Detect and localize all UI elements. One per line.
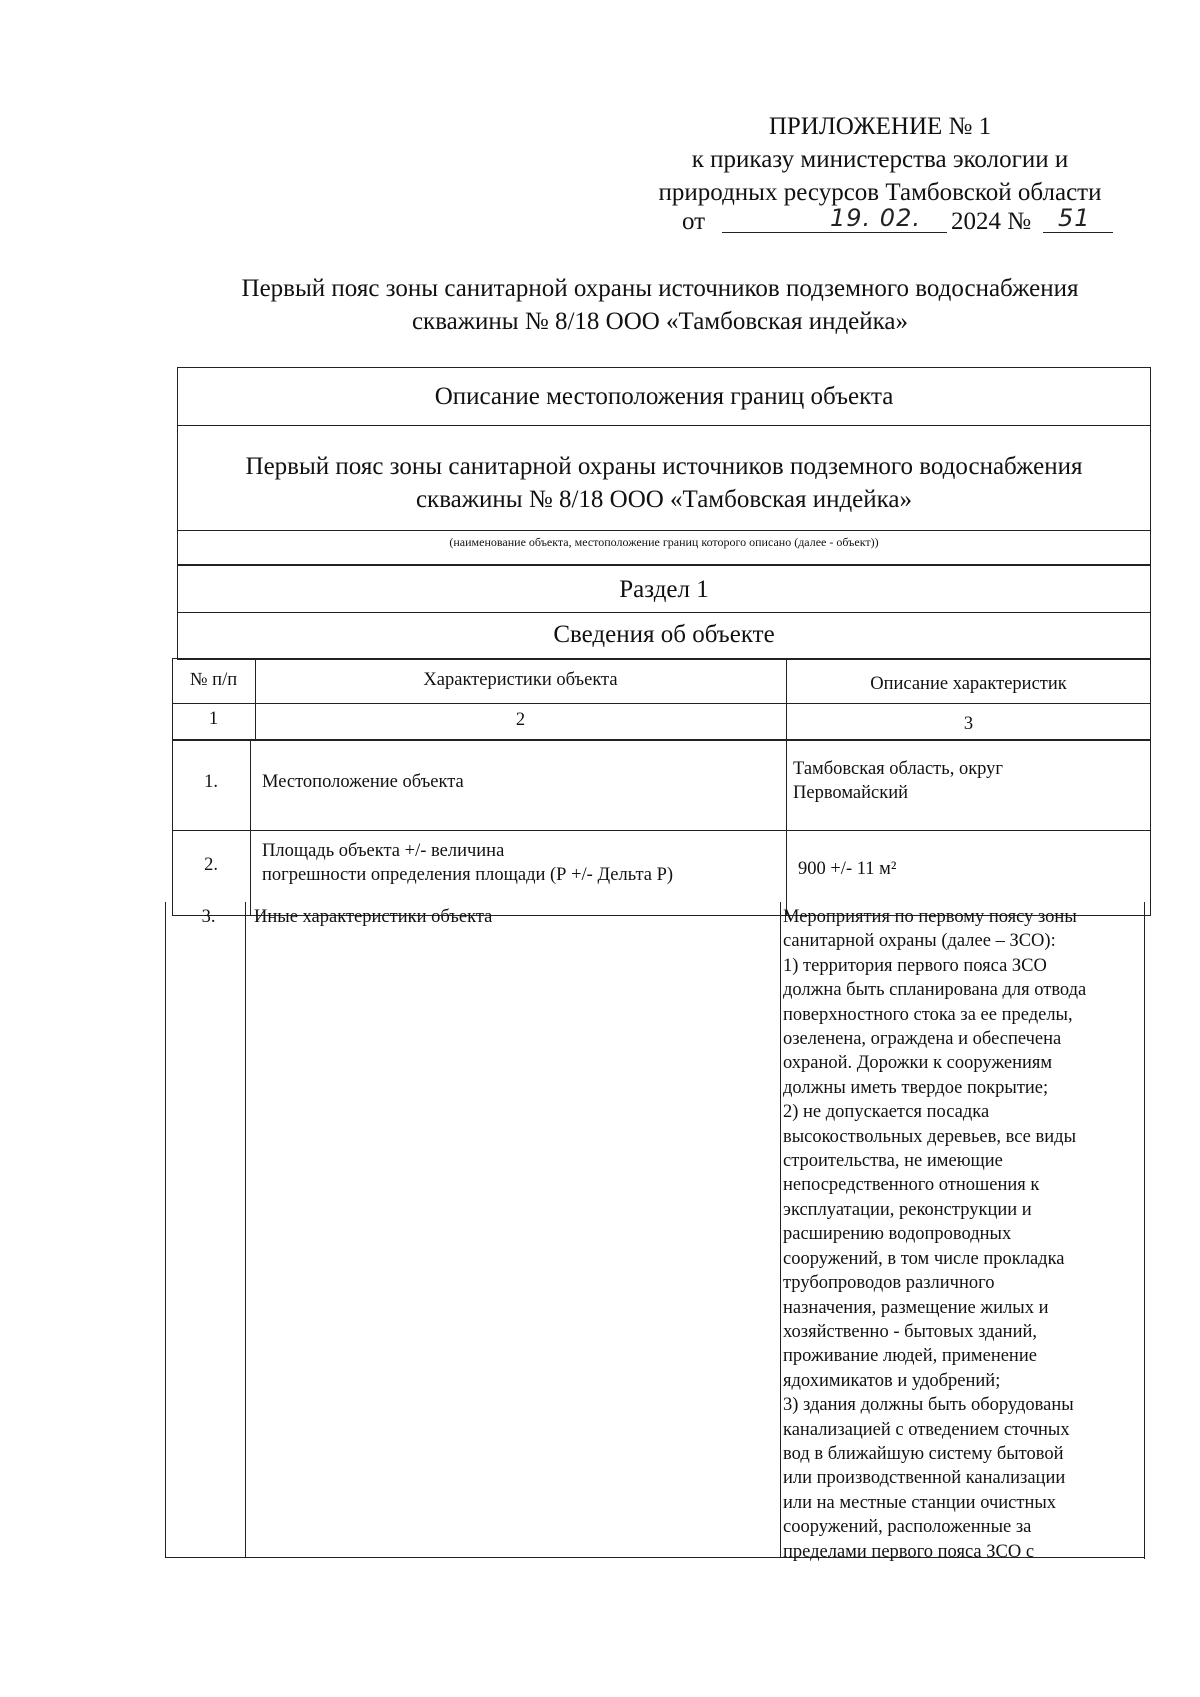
appendix-title: ПРИЛОЖЕНИЕ № 1 xyxy=(768,113,992,140)
row-number: 1. xyxy=(204,772,218,792)
handwritten-number: 51 xyxy=(1058,204,1091,232)
description-line: поверхностного стока за ее пределы, xyxy=(783,1004,1073,1025)
column-header-description: Описание характеристик xyxy=(870,674,1067,694)
description-line: 3) здания должны быть оборудованы xyxy=(783,1395,1074,1416)
column-number-2: 2 xyxy=(515,710,526,730)
column-header-num: № п/п xyxy=(189,670,238,690)
description-line: 2) не допускается посадка xyxy=(783,1102,990,1123)
table-divider xyxy=(177,530,1151,531)
description-line: расширению водопроводных xyxy=(783,1224,1012,1245)
description-line: проживание людей, применение xyxy=(783,1346,1037,1367)
description-line: канализацией с отведением сточных xyxy=(783,1419,1070,1440)
object-name-line2: скважины № 8/18 ООО «Тамбовская индейка» xyxy=(415,486,913,513)
description-line: высокоствольных деревьев, все виды xyxy=(783,1126,1077,1147)
description-line: Первомайский xyxy=(793,783,909,803)
description-line: трубопроводов различного xyxy=(783,1273,995,1294)
column-header-characteristics: Характеристики объекта xyxy=(423,670,618,690)
number-blank-line xyxy=(1043,232,1113,233)
row-characteristic: Иные характеристики объекта xyxy=(254,907,493,927)
description-line: строительства, не имеющие xyxy=(783,1151,1003,1172)
description-line: ядохимикатов и удобрений; xyxy=(783,1370,1001,1391)
description-line: Мероприятия по первому поясу зоны xyxy=(783,907,1077,927)
column-number-1: 1 xyxy=(208,709,219,729)
description-line: санитарной охраны (далее – ЗСО): xyxy=(783,931,1056,952)
column-divider xyxy=(780,902,781,1557)
description-line: должна быть спланирована для отвода xyxy=(783,980,1087,1001)
table-heading: Описание местоположения границ объекта xyxy=(434,383,894,410)
description-line: пределами первого пояса ЗСО с xyxy=(783,1541,1035,1562)
appendix-ministry-line: природных ресурсов Тамбовской области xyxy=(658,179,1102,206)
description-line: сооружений, в том числе прокладка xyxy=(783,1248,1065,1269)
description-line: назначения, размещение жилых и xyxy=(783,1297,1049,1318)
column-divider xyxy=(165,902,166,1557)
order-date-line xyxy=(650,204,1160,242)
table-divider xyxy=(177,425,1151,426)
object-name-line1: Первый пояс зоны санитарной охраны источников подземного водоснабжения xyxy=(245,453,1083,480)
document-title xyxy=(170,272,1150,338)
description-line: должны иметь твердое покрытие; xyxy=(783,1077,1049,1098)
description-line: эксплуатации, реконструкции и xyxy=(783,1199,1032,1220)
column-divider xyxy=(786,740,787,916)
appendix-order-line: к приказу министерства экологии и xyxy=(691,146,1069,173)
column-number-3: 3 xyxy=(963,714,974,734)
object-name-caption: (наименование объекта, местоположение границ которого описано (далее - объект)) xyxy=(449,535,879,549)
table-divider xyxy=(172,703,1151,704)
section-title: Раздел 1 xyxy=(619,576,709,603)
row-number: 2. xyxy=(204,855,218,875)
description-line: Тамбовская область, округ xyxy=(793,759,1004,779)
handwritten-date: 19. 02. xyxy=(830,204,921,232)
table-divider xyxy=(172,830,1151,831)
object-name xyxy=(177,450,1151,516)
characteristic-line: Площадь объекта +/- величина xyxy=(262,841,505,861)
characteristic-line: погрешности определения площади (Р +/- Дельта Р) xyxy=(262,865,674,885)
date-blank-line xyxy=(722,232,947,233)
date-prefix: от xyxy=(682,208,706,235)
description-line: или производственной канализации xyxy=(783,1468,1066,1489)
description-line: непосредственного отношения к xyxy=(783,1175,1040,1196)
description-line: хозяйственно - бытовых зданий, xyxy=(783,1321,1038,1342)
row-characteristic: Местоположение объекта xyxy=(262,772,464,792)
row-description xyxy=(783,905,1143,1564)
description-line: охраной. Дорожки к сооружениям xyxy=(783,1053,1053,1074)
row-number: 3. xyxy=(201,907,216,927)
description-line: озеленена, ограждена и обеспечена xyxy=(783,1029,1062,1050)
row-characteristic xyxy=(262,839,782,887)
description-line: сооружений, расположенные за xyxy=(783,1517,1032,1538)
column-divider xyxy=(1144,902,1145,1559)
description-line: вод в ближайшую систему бытовой xyxy=(783,1443,1064,1464)
row-description xyxy=(793,757,1143,805)
column-divider xyxy=(250,740,251,916)
table-divider xyxy=(177,612,1151,613)
year-and-number-label: 2024 № xyxy=(951,208,1032,235)
section-subtitle: Сведения об объекте xyxy=(553,621,775,648)
description-line: 1) территория первого пояса ЗСО xyxy=(783,955,1047,976)
column-divider xyxy=(245,902,246,1557)
document-title-line2: скважины № 8/18 ООО «Тамбовская индейка» xyxy=(411,308,909,335)
row-description: 900 +/- 11 м² xyxy=(798,859,897,879)
description-line: или на местные станции очистных xyxy=(783,1492,1057,1513)
document-title-line1: Первый пояс зоны санитарной охраны источников подземного водоснабжения xyxy=(241,275,1079,302)
